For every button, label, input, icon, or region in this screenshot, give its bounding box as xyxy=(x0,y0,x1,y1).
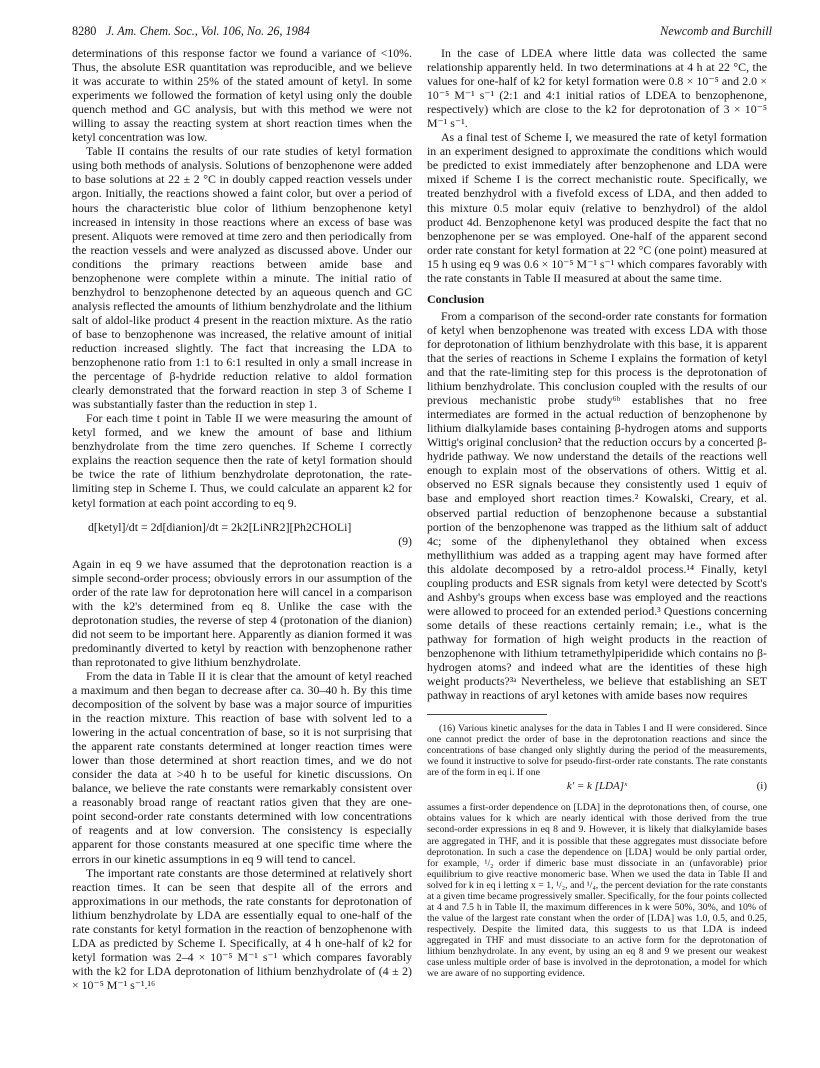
paragraph: From a comparison of the second-order rate constants for formation of ketyl when benzophenone was treated with excess LDA with those for deprotonation of lithium benzhydrolate with this base, it is apparent that the series of reactions in Scheme I explains the formation of ketyl and that the rate-limiting step for this process is the deprotonation of lithium benzhydrolate. This conclusion coupled with the results of our previous mechanistic probe study⁶ᵇ establishes that no free intermediates are formed in the actual reduction of benzophenone by lithium dialkylamide bases containing β-hydrogen atoms and supports Wittig's original conclusion² that the reduction occurs by a concerted β-hydride pathway. We now understand the details of the reactions well enough to explain most of the observations of others. Wittig et al. observed no ESR signals because they consistently used 1 equiv of base and employed short reaction times.² Kowalski, Creary, et al. observed partial reduction of benzophenone because a substantial portion of the benzophenone was trapped as the lithium salt of adduct 4c; some of the diphenylethanol they obtained when excess methyllithium was added as a trapping agent may have formed after this aldolate decomposed by a retro-aldol process.¹⁴ Finally, ketyl coupling products and ESR signals from ketyl were detected by Scott's and Ashby's groups when excess base was employed and the reactions were allowed to proceed for an extended period.³ Questions concerning some details of these reactions certainly remain; i.e., what is the pathway for formation of high weight products in the reaction of benzophenone with lithium tetramethylpiperidide which contains no β-hydrogen atoms? and indeed what are the identities of these high weight products?³ᵃ Nevertheless, we believe that establishing an SET pathway in reactions of aryl ketones with amide bases now requires xyxy=(427,308,767,703)
footnote-continued: assumes a first-order dependence on [LDA] in the deprotonations then, of course, one obtains values for k which are nearly identical with those derived from the true second-order expressions in eq 8 and 9. However, it is likely that dialkylamide bases are aggregated in THF, and it is possible that these aggregates must dissociate before deprotonation. In such a case the dependence on [LDA] would be only partial order, for example, ¹/₂ order if dimeric base must dissociate in an (unfavorable) prior equilibrium to give reactive monomeric base. When we used the data in Table II and solved for k in eq i letting x = 1, ¹/₂, and ¹/₄, the percent deviation for the rate constants at a given time became progressively smaller. Specifically, for the four points collected at 4 and 7.5 h in Table II, the maximum differences in k were 50%, 30%, and 10% of the value of the largest rate constant when the order of [LDA] was 1.0, 0.5, and 0.25, respectively. Despite the limited data, this suggests to us that LDA is indeed aggregated in THF and must dissociate to an active form for the deprotonation of lithium benzhydrolate. In any event, by using an eq 8 and 9 we present our weakest case unless multiple order of base is involved in the deprotonation, a model for which we are aware of no supporting evidence. xyxy=(427,802,767,980)
page-number: 8280 xyxy=(72,24,97,38)
paragraph: Again in eq 9 we have assumed that the deprotonation reaction is a simple second-order process; obviously errors in our assumption of the order of the rate law for deprotonation here will cancel in a comparison with the k2's determined from eq 8. Unlike the case with the deprotonation studies, the reverse of step 4 (protonation of the dianion) did not seem to be important here. Apparently as dianion formed it was predominantly diverted to ketyl by reaction with benzophenone rather than reprotonated to give lithium benzhydrolate. xyxy=(72,556,412,669)
footnote-divider xyxy=(427,714,547,715)
left-column xyxy=(72,46,412,992)
paragraph: The important rate constants are those determined at relatively short reaction times. It can be seen that despite all of the errors and approximations in our methods, the rate constants for deprotonation of lithium benzhydrolate by LDA are essentially equal to one-half of the rate constants for ketyl formation in the reaction of benzophenone with LDA as predicted by Scheme I. Specifically, at 4 h one-half of k2 for ketyl formation was 2–4 × 10⁻⁵ M⁻¹ s⁻¹ which compares favorably with the k2 for LDA deprotonation of lithium benzhydrolate of (4 ± 2) × 10⁻⁵ M⁻¹ s⁻¹.¹⁶ xyxy=(72,865,412,992)
journal-citation: J. Am. Chem. Soc., Vol. 106, No. 26, 1984 xyxy=(106,24,310,38)
footnotes xyxy=(427,723,767,979)
footnote: (16) Various kinetic analyses for the data in Tables I and II were considered. Since one cannot predict the order of base in the deprotonation reactions and since the concentrations of base changed only slightly during the period of the measurements, we found it instructive to solve for pseudo-first-order rate constants. The rate constants are of the form in eq i. If one xyxy=(427,723,767,779)
equation-9 xyxy=(72,518,412,550)
right-column xyxy=(427,46,767,979)
paragraph: Table II contains the results of our rate studies of ketyl formation using both methods of analysis. Solutions of benzophenone were added to base solutions at 22 ± 2 °C in doubly capped reaction vessels under argon. Initially, the reactions showed a faint color, but over a period of hours the characteristic blue color of lithium benzophenone ketyl increased in intensity in those reactions where an excess of base was present. Aliquots were removed at time zero and then periodically from the reaction vessels and were analyzed as discussed above. Under our conditions the primary reactions between amide base and benzophenone were complete within a minute. The initial ratio of benzhydrol to benzophenone detected by an aqueous quench and GC analysis reflected the amounts of lithium benzhydrolate and the lithium salt of aldol-like product 4 present in the reaction mixture. As the ratio of base to benzophenone was increased, the relative amount of initial reduction increased slightly. The fact that increasing the LDA to benzophenone ratio from 1:1 to 6:1 resulted in only a small increase in the percentage of β-hydride reduction relative to aldol formation clearly demonstrated that the forward reaction in step 3 of Scheme I was substantially faster than the reduction in step 1. xyxy=(72,144,412,412)
equation-i xyxy=(427,781,767,799)
paragraph: For each time t point in Table II we were measuring the amount of ketyl formed, and we knew the amount of base and lithium benzhydrolate from the time zero quenches. If Scheme I correctly explains the reaction sequence then the rate of ketyl formation should be twice the rate of lithium benzhydrolate deprotonation, the rate-limiting step in Scheme I. Thus, we could calculate an apparent k2 for ketyl formation at each point according to eq 9. xyxy=(72,411,412,510)
equation-body: k′ = k [LDA]ˣ xyxy=(566,780,628,793)
equation-body: d[ketyl]/dt = 2d[dianion]/dt = 2k2[LiNR2][Ph2CHOLi] xyxy=(88,519,352,534)
paragraph: In the case of LDEA where little data was collected the same relationship apparently held. In two determinations at 4 h at 22 °C, the values for one-half of k2 for ketyl formation were 0.8 × 10⁻⁵ and 2.0 × 10⁻⁵ M⁻¹ s⁻¹ (2:1 and 4:1 initial ratios of LDEA to benzophenone, respectively) which are close to the k2 for deprotonation of 3 × 10⁻⁵ M⁻¹ s⁻¹. xyxy=(427,46,767,131)
section-heading: Conclusion xyxy=(427,291,485,306)
page-header xyxy=(72,24,772,42)
equation-number: (9) xyxy=(398,533,412,548)
paragraph: From the data in Table II it is clear that the amount of ketyl reached a maximum and then began to decrease after ca. 30–40 h. By this time decomposition of the solvent by base was a major source of impurities in the reaction mixture. This reaction of base with solvent led to a lowering in the actual concentration of base, so it is not surprising that the apparent rate constants determined at longer reaction times were lower than those determined at short reaction times, and we do not consider the data at >40 h to be useful for kinetic discussions. On balance, we believe the rate constants were remarkably consistent over a reasonably broad range of reactant ratios given that they are one-point second-order rate constants determined with low concentrations of reagents and at low conversion. The consistency is especially apparent for those constants measured at one specific time where the errors in our kinetic assumptions in eq 9 will tend to cancel. xyxy=(72,668,412,866)
equation-number: (i) xyxy=(756,780,767,793)
running-authors: Newcomb and Burchill xyxy=(660,24,772,38)
paragraph: determinations of this response factor we found a variance of <10%. Thus, the absolute ESR quantitation was reproducible, and we believe it was accurate to within 25% of the stated amount of ketyl. In some experiments we followed the formation of ketyl using only the double quench method and GC analysis, but with this method we were not willing to assay the reacting system at short reaction times when the ketyl concentration was low. xyxy=(72,46,412,145)
paragraph: As a final test of Scheme I, we measured the rate of ketyl formation in an experiment designed to approximate the conditions which would be predicted to exist immediately after benzophenone and LDA were mixed if Scheme I is the correct mechanistic route. Specifically, we treated benzhydrol with a fivefold excess of LDA, and then added to this mixture 0.5 molar equiv (relative to benzhydrol) of the aldol product 4d. Benzophenone ketyl was produced despite the fact that no benzophenone per se was employed. One-half of the apparent second order rate constant for ketyl formation at 22 °C (one point) measured at 15 h using eq 9 was 0.6 × 10⁻⁵ M⁻¹ s⁻¹ which compares favorably with the rate constants in Table II measured at about the same time. xyxy=(427,130,767,285)
